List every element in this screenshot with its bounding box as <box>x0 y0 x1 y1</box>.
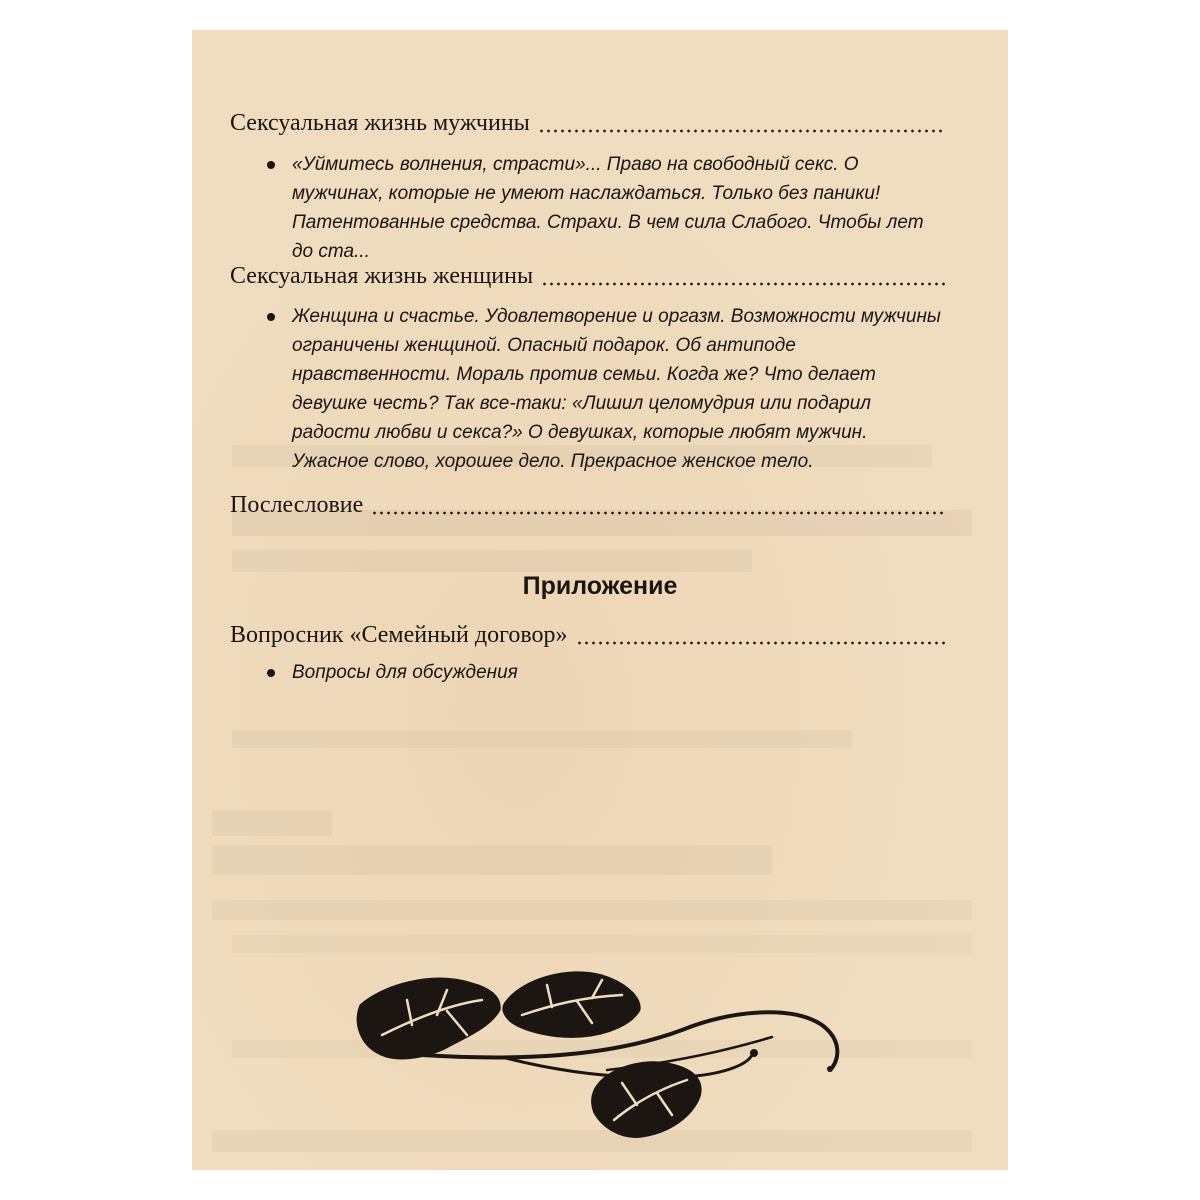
bullet-icon <box>267 161 275 169</box>
toc-entry-women <box>230 263 946 290</box>
toc-entry-women-summary-text: Женщина и счастье. Удовлетворение и оргазм. Возможности мужчины ограничены женщиной. Опасный подарок. Об антиподе нравственности. Мораль против семьи. Когда же? Что делает девушке честь? Так все-таки: «Лишил целомудрия или подарил радости любви и секса?» О девушках, которые любят мужчин. Ужасное слово, хорошее дело. Прекрасное женское тело. <box>292 306 941 472</box>
dot-leader <box>538 129 946 133</box>
toc-entry-women-title: Сексуальная жизнь женщины <box>230 263 534 289</box>
toc-entry-questionnaire-item-text: Вопросы для обсуждения <box>292 662 518 683</box>
toc-entry-questionnaire-item <box>292 658 946 687</box>
appendix-heading: Приложение <box>522 572 678 600</box>
leaf-vine-ornament-icon <box>352 965 852 1155</box>
book-page <box>192 30 1008 1170</box>
dot-leader <box>576 641 946 645</box>
toc-entry-men-title: Сексуальная жизнь мужчины <box>230 110 530 136</box>
dot-leader <box>541 282 946 286</box>
toc-entry-questionnaire-title: Вопросник «Семейный договор» <box>230 622 568 648</box>
toc-entry-men-summary <box>292 150 946 266</box>
dot-leader <box>371 511 946 515</box>
toc-entry-afterword <box>230 492 946 519</box>
toc-entry-questionnaire <box>230 622 946 649</box>
bullet-icon <box>267 669 275 677</box>
toc-entry-men-summary-text: «Уймитесь волнения, страсти»... Право на свободный секс. О мужчинах, которые не умеют наслаждаться. Только без паники! Патентованные средства. Страхи. В чем сила Слабого. Чтобы лет до ста... <box>292 154 924 262</box>
toc-entry-women-summary <box>292 302 946 476</box>
toc-entry-men <box>230 110 946 137</box>
toc-entry-afterword-title: Послесловие <box>230 492 364 518</box>
bullet-icon <box>267 313 275 321</box>
